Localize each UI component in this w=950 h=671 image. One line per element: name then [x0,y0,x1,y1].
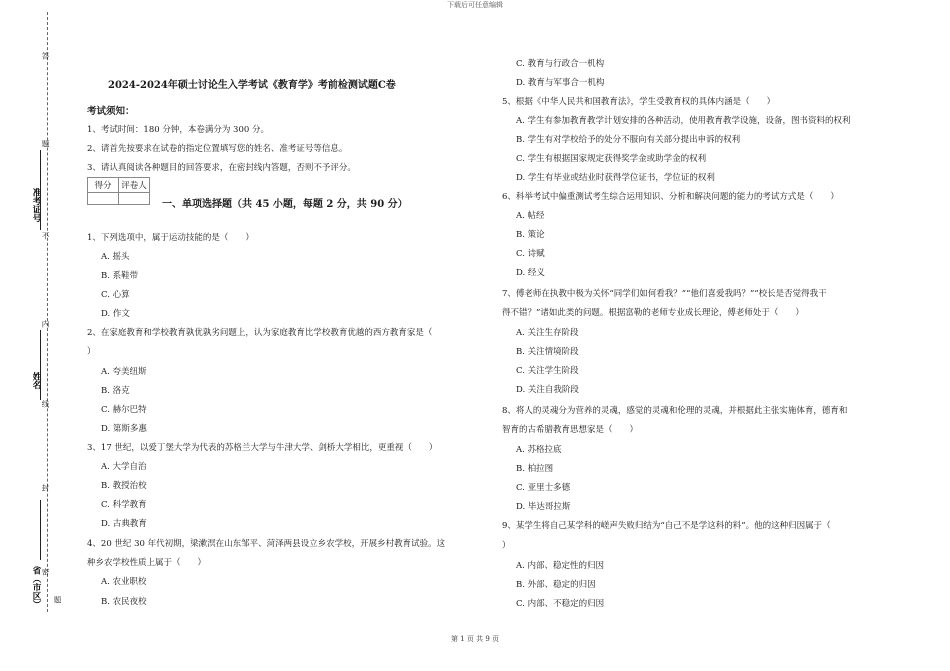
option-line: A. 农业职校 [101,577,147,587]
score-header: 得分 [88,178,119,193]
binding-char: 题 [53,596,62,604]
option-line: C. 诗赋 [516,249,545,259]
option-line: A. 大学自治 [101,462,147,472]
question-line: 智育的古希腊教育思想家是（ ） [502,425,639,435]
option-line: D. 教育与军事合一机构 [516,78,605,88]
option-line: A. 关注生存阶段 [516,328,579,338]
option-line: C. 亚里士多德 [516,483,571,493]
binding-char: 答 [41,52,50,60]
question-line: 得不错？”诸如此类的问题。根据富勒的老师专业成长理论，傅老师处于（ ） [502,308,804,318]
option-line: B. 洛克 [101,386,130,396]
name-field[interactable] [40,330,41,400]
question-line: 7、傅老师在执教中极为关怀“同学们如何看我？”“他们喜爱我吗？”“校长是否觉得我干 [502,289,827,299]
option-line: C. 关注学生阶段 [516,366,579,376]
option-line: D. 毕达哥拉斯 [516,502,571,512]
question-line: 8、将人的灵魂分为营养的灵魂，感觉的灵魂和伦理的灵魂，并根据此主张实施体育，德育和 [502,406,848,416]
option-line: C. 心算 [101,290,130,300]
option-line: A. 摇头 [101,252,130,262]
ticket-number-label: 准考证号 [31,188,41,222]
option-line: C. 教育与行政合一机构 [516,59,605,69]
option-line: D. 第斯多惠 [101,424,147,434]
header-note: 下载后可任意编辑 [447,1,503,9]
question-line: 1、下列选项中，属于运动技能的是（ ） [87,233,254,243]
grader-header: 评卷人 [119,178,150,193]
option-line: C. 科学教育 [101,500,147,510]
page-footer: 第 1 页 共 9 页 [450,635,500,643]
ticket-number-field[interactable] [40,150,41,230]
option-line: A. 苏格拉底 [516,445,562,455]
score-table [87,177,150,205]
option-line: A. 帖经 [516,211,545,221]
question-line: 9、某学生将自己某学科的嵯声失败归结为“自己不是学这科的料”。他的这种归因属于（ [502,521,831,531]
option-line: D. 学生有毕业或结业时获得学位证书，学位证的权利 [516,173,715,183]
option-line: D. 古典教育 [101,519,147,529]
notice-item: 2、请首先按要求在试卷的指定位置填写您的姓名、准考证号等信息。 [87,144,348,154]
binding-char: 线 [41,400,50,408]
binding-char: 封 [41,484,50,492]
option-line: B. 柏拉图 [516,464,554,474]
grader-cell[interactable] [119,193,150,205]
binding-char: 不 [41,232,50,240]
option-line: D. 关注自我阶段 [516,385,579,395]
option-line: C. 赫尔巴特 [101,405,147,415]
notice-heading: 考试须知： [87,106,135,117]
exam-title: 2024-2024年硕士讨论生入学考试《教育学》考前检测试题C卷 [108,80,396,91]
option-line: A. 内部、稳定性的归因 [516,561,605,571]
binding-dashed-line [47,12,48,612]
option-line: A. 夸美纽斯 [101,367,147,377]
binding-char: 题 [41,140,50,148]
question-line: 6、科举考试中偏重测试考生综合运用知识、分析和解决问题的能力的考试方式是（ ） [502,192,839,202]
score-cell[interactable] [88,193,119,205]
question-line: 2、在家庭教育和学校教育孰优孰劣问题上，认为家庭教育比学校教育优越的西方教育家是（ [87,328,433,338]
option-line: B. 策论 [516,230,545,240]
question-line: 5、根据《中华人民共和国教育法》，学生受教育权的具体内涵是（ ） [502,97,776,107]
notice-item: 3、请认真阅读各种题目的回答要求，在密封线内答题，否则不予评分。 [87,163,356,173]
option-line: B. 学生有对学校给予的处分不服向有关部分提出申诉的权利 [516,135,741,145]
question-line: 种乡农学校性质上属于（ ） [87,558,207,568]
notice-item: 1、考试时间：180 分钟，本卷满分为 300 分。 [87,125,269,135]
question-line: 3、17 世纪，以爱丁堡大学为代表的苏格兰大学与牛津大学、剑桥大学相比，更重视（ ） [87,443,438,453]
binding-char: 内 [41,320,50,328]
option-line: C. 学生有根据国家规定获得奖学金或助学金的权利 [516,154,707,164]
question-line: 4、20 世纪 30 年代初期，梁漱溟在山东邹平、菏泽两县设立乡农学校，开展乡村教育试验。这 [87,539,446,549]
option-line: B. 系鞋带 [101,271,139,281]
option-line: A. 学生有参加教育教学计划安排的各种活动，使用教育教学设施，设备，图书资料的权利 [516,116,851,126]
option-line: B. 教授治校 [101,481,147,491]
binding-char: 密 [41,568,50,576]
option-line: C. 内部、不稳定的归因 [516,599,605,609]
option-line: D. 经义 [516,268,545,278]
option-line: B. 关注情境阶段 [516,347,579,357]
option-line: D. 作文 [101,309,130,319]
region-label: 省（市区） [31,566,41,609]
section-title: 一、单项选择题（共 45 小题，每题 2 分，共 90 分） [162,199,408,210]
option-line: B. 外部、稳定的归因 [516,580,596,590]
question-line: ） [502,541,511,551]
region-field[interactable] [40,500,41,560]
option-line: B. 农民夜校 [101,597,147,607]
name-label: 姓名 [31,372,41,389]
question-line: ） [87,347,96,357]
